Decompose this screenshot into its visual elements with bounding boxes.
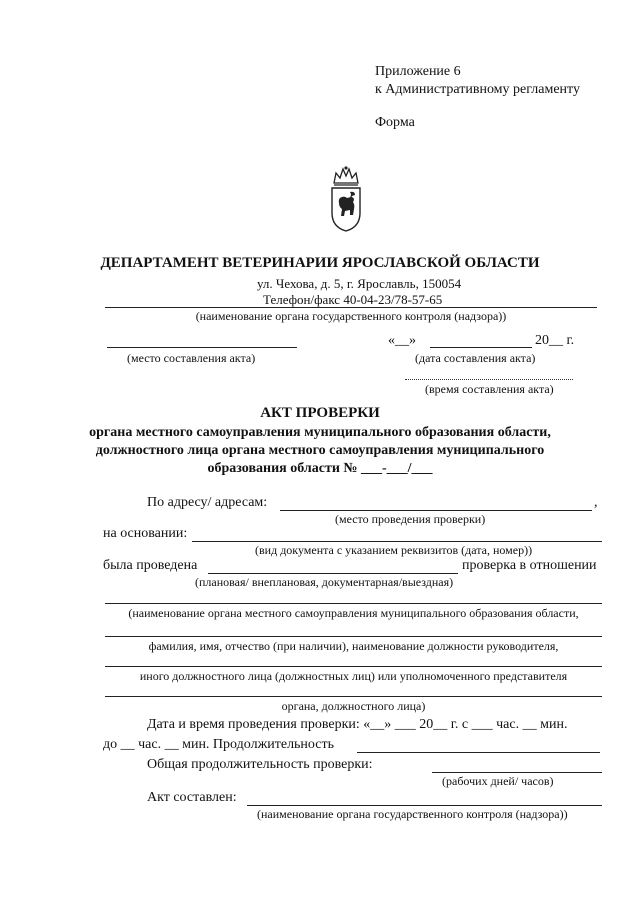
total-duration-field[interactable] xyxy=(432,772,602,773)
appendix-reference: к Административному регламенту xyxy=(375,82,580,97)
coat-of-arms-emblem xyxy=(328,165,364,233)
address-label: По адресу/ адресам: xyxy=(147,495,268,510)
inspected-org-line-1[interactable] xyxy=(105,603,602,604)
conducted-field[interactable] xyxy=(208,573,458,574)
address-caption: (место проведения проверки) xyxy=(335,512,486,526)
inspected-org-line-4[interactable] xyxy=(105,696,602,697)
time-underline xyxy=(405,379,573,380)
act-subtitle-line-3: образования области № ___-___/___ xyxy=(207,461,433,476)
inspected-org-caption-4: органа, должностного лица) xyxy=(281,699,426,713)
appendix-number: Приложение 6 xyxy=(375,64,461,79)
composed-by-caption: (наименование органа государственного контроля (надзора)) xyxy=(257,807,568,821)
inspected-org-caption-3: иного должностного лица (должностных лиц) или уполномоченного представителя xyxy=(139,669,568,683)
date-day: «__» xyxy=(388,333,416,348)
inspected-org-line-3[interactable] xyxy=(105,666,602,667)
organization-phone: Телефон/факс 40-04-23/78-57-65 xyxy=(263,292,443,307)
inspection-duration-field[interactable] xyxy=(357,752,600,753)
inspection-datetime: Дата и время проведения проверки: «__» ___ 20__ г. с ___ час. __ мин. xyxy=(147,717,568,732)
basis-label: на основании: xyxy=(103,526,188,541)
organization-underline xyxy=(105,307,597,308)
date-month-underline xyxy=(430,347,532,348)
basis-field[interactable] xyxy=(192,541,602,542)
inspected-org-caption-1: (наименование органа местного самоуправления муниципального образования области, xyxy=(128,606,579,620)
date-caption: (дата составления акта) xyxy=(415,351,536,365)
conducted-tail: проверка в отношении xyxy=(462,558,597,573)
time-caption: (время составления акта) xyxy=(425,382,554,396)
basis-caption: (вид документа с указанием реквизитов (дата, номер)) xyxy=(255,543,533,557)
form-label: Форма xyxy=(375,115,415,130)
place-underline xyxy=(107,347,297,348)
act-subtitle-line-2: должностного лица органа местного самоуправления муниципального xyxy=(95,443,545,458)
act-subtitle-line-1: органа местного самоуправления муниципального образования области, xyxy=(89,425,551,440)
organization-address: ул. Чехова, д. 5, г. Ярославль, 150054 xyxy=(257,276,462,291)
address-field[interactable] xyxy=(280,510,592,511)
conducted-caption: (плановая/ внеплановая, документарная/выездная) xyxy=(195,575,454,589)
act-title: АКТ ПРОВЕРКИ xyxy=(260,405,380,421)
total-duration-label: Общая продолжительность проверки: xyxy=(147,757,373,772)
inspected-org-caption-2: фамилия, имя, отчество (при наличии), наименование должности руководителя, xyxy=(148,639,559,653)
address-comma: , xyxy=(594,495,598,510)
composed-by-label: Акт составлен: xyxy=(147,790,237,805)
date-year: 20__ г. xyxy=(535,333,575,348)
composed-by-field[interactable] xyxy=(247,805,602,806)
organization-caption: (наименование органа государственного контроля (надзора)) xyxy=(195,309,507,323)
place-caption: (место составления акта) xyxy=(127,351,256,365)
inspected-org-line-2[interactable] xyxy=(105,636,602,637)
inspection-duration-label: до __ час. __ мин. Продолжительность xyxy=(103,737,334,752)
total-duration-caption: (рабочих дней/ часов) xyxy=(442,774,554,788)
organization-name: ДЕПАРТАМЕНТ ВЕТЕРИНАРИИ ЯРОСЛАВСКОЙ ОБЛАСТИ xyxy=(100,255,540,271)
conducted-label: была проведена xyxy=(103,558,198,573)
